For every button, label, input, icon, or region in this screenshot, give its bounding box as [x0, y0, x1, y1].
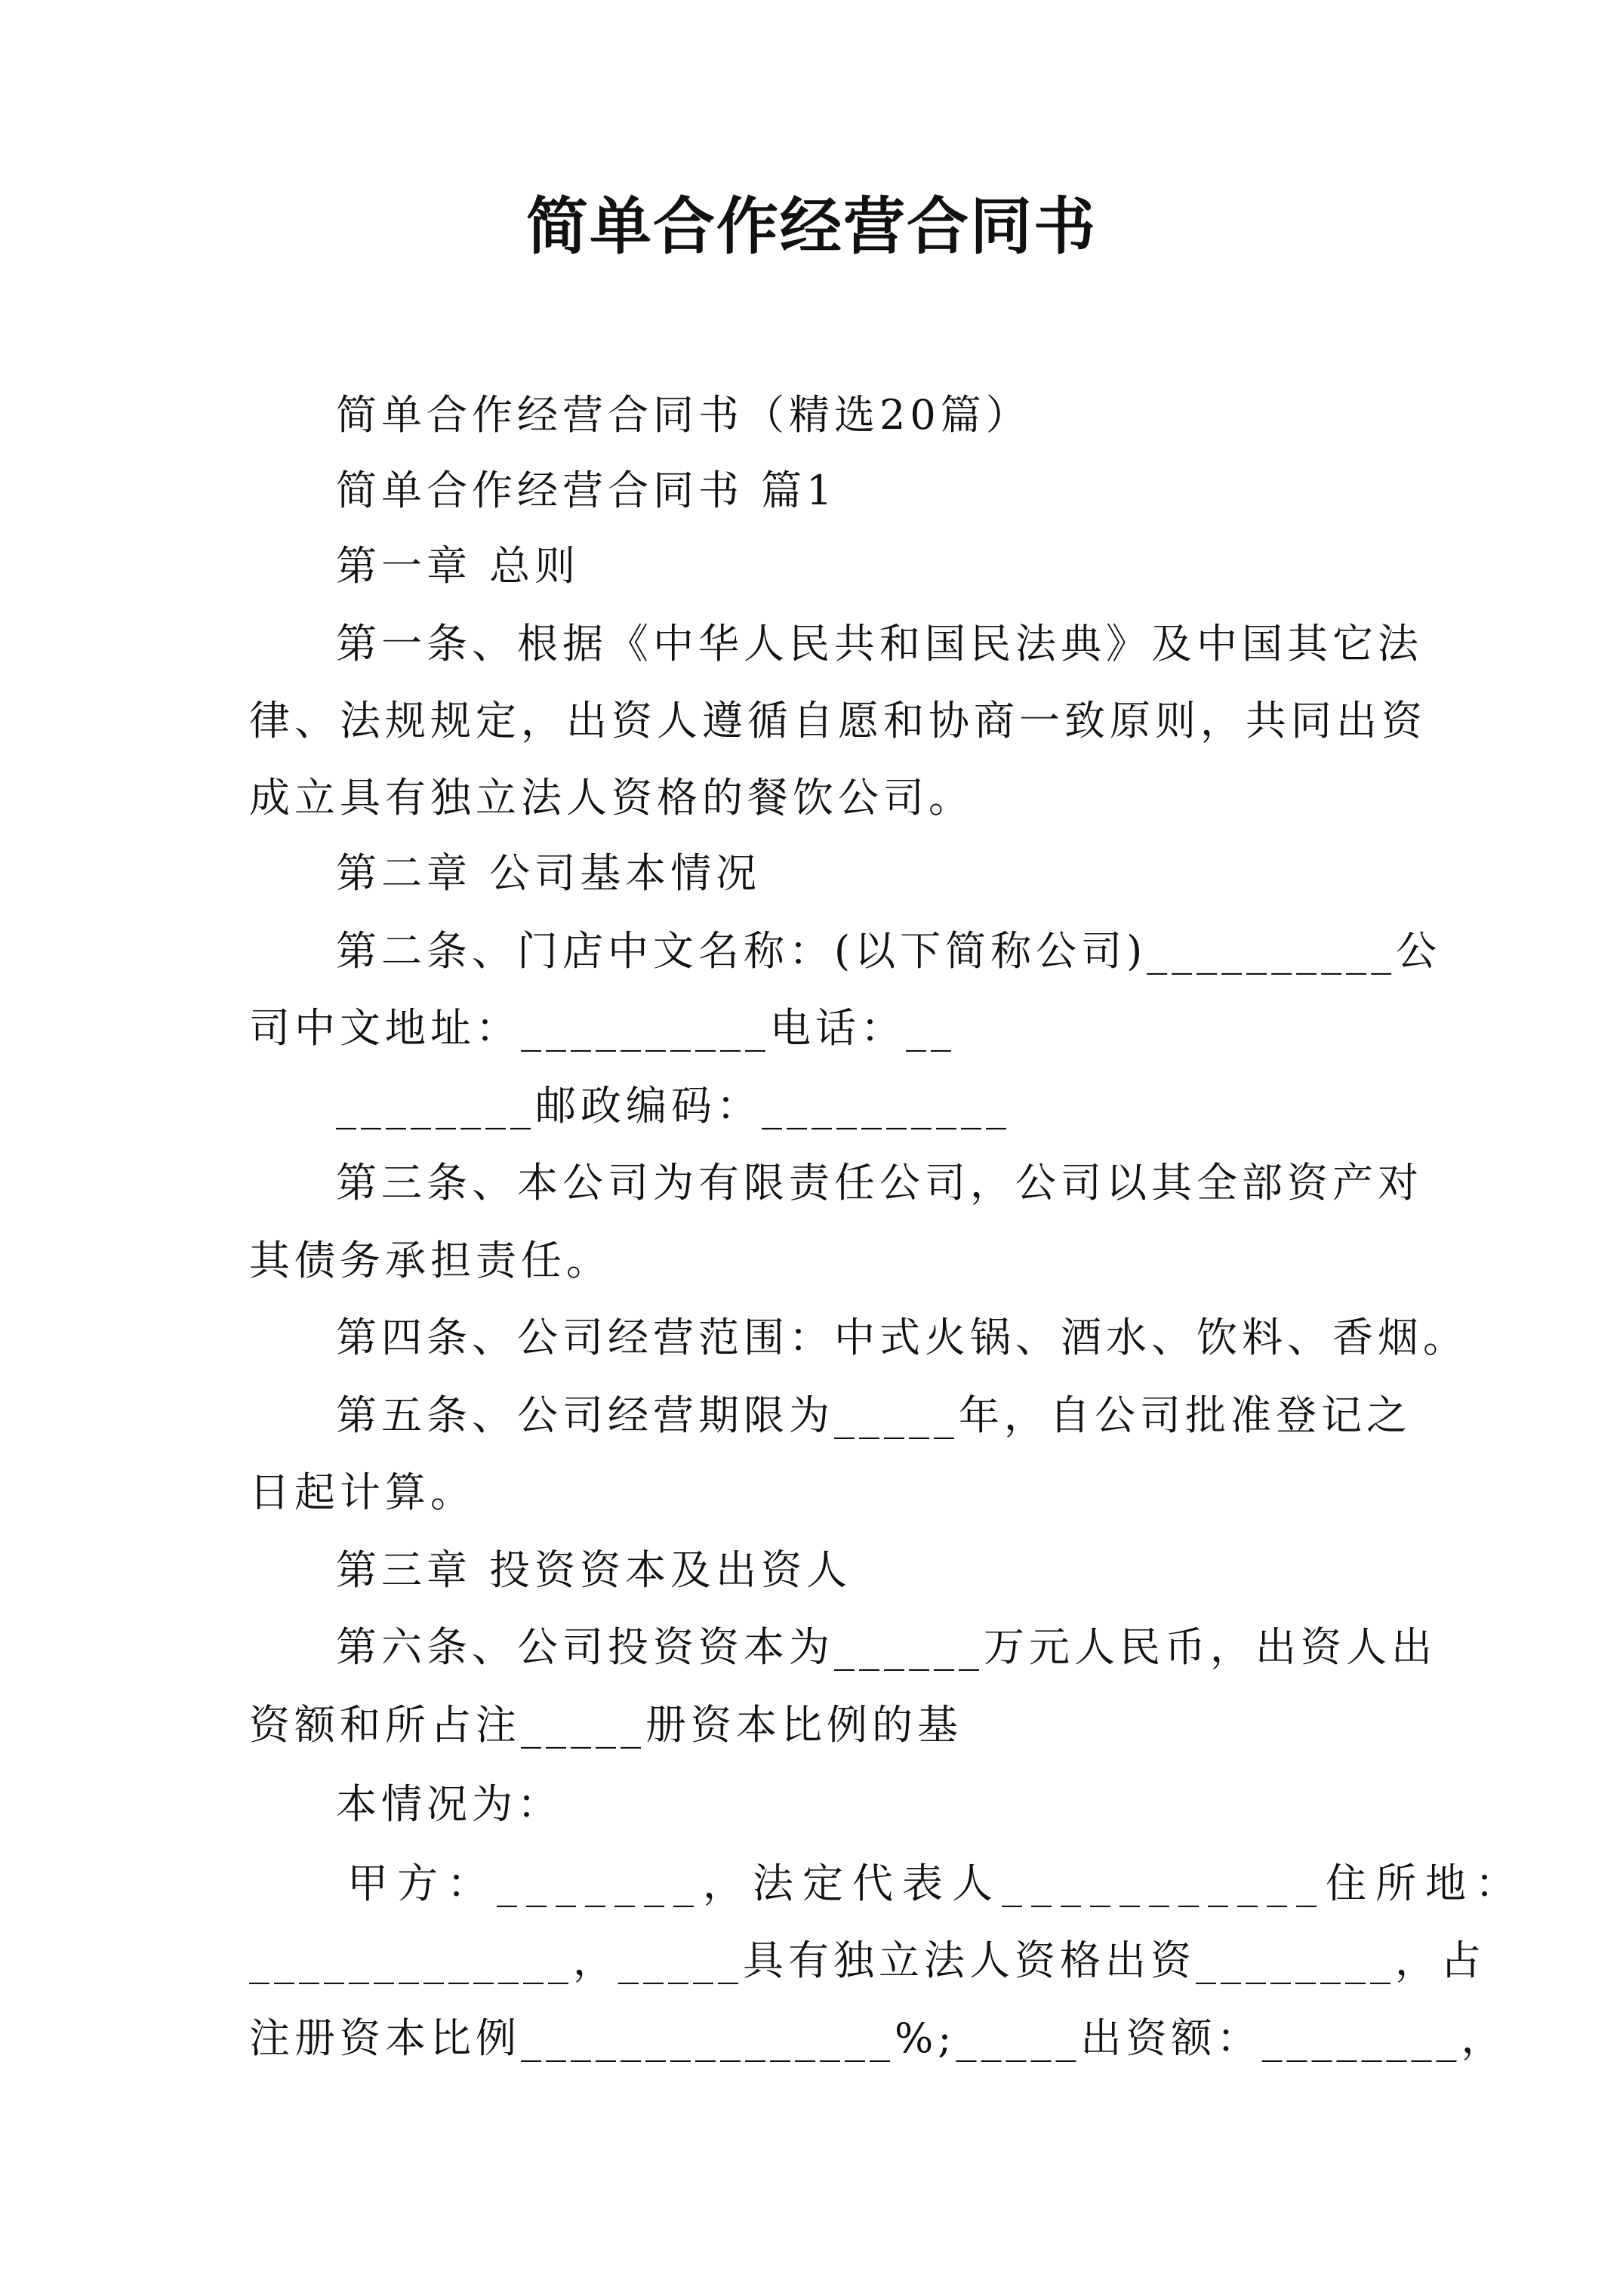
paragraph-line: 司中文地址：__________电话：__: [249, 1004, 956, 1052]
paragraph-line: 成立具有独立法人资格的餐饮公司。: [249, 774, 974, 821]
chapter-heading: 第一章 总则: [336, 542, 581, 590]
paragraph-line: ________邮政编码：__________: [336, 1082, 1011, 1130]
subtitle-line: 简单合作经营合同书（精选20篇）: [336, 391, 1031, 439]
section-heading: 简单合作经营合同书 篇1: [336, 467, 837, 514]
paragraph-line: 甲方：_______，法定代表人___________住所地：: [347, 1860, 1525, 1907]
paragraph-line: 注册资本比例_______________%;_____出资额：________，: [249, 2014, 1507, 2062]
paragraph-line: _____________，_____具有独立法人资格出资________，占: [249, 1937, 1486, 1984]
paragraph-line: 律、法规规定，出资人遵循自愿和协商一致原则，共同出资: [249, 697, 1427, 744]
paragraph-line: 其债务承担责任。: [249, 1237, 611, 1284]
paragraph-line: 第四条、公司经营范围：中式火锅、酒水、饮料、香烟。: [336, 1314, 1468, 1361]
paragraph-line: 第六条、公司投资资本为______万元人民币，出资人出: [336, 1623, 1437, 1671]
chapter-heading: 第二章 公司基本情况: [336, 849, 762, 897]
paragraph-line: 第一条、根据《中华人民共和国民法典》及中国其它法: [336, 620, 1423, 667]
paragraph-line: 第二条、门店中文名称：(以下简称公司)__________公: [336, 927, 1442, 975]
chapter-heading: 第三章 投资资本及出资人: [336, 1546, 852, 1594]
paragraph-line: 日起计算。: [249, 1469, 476, 1516]
document-title: 简单合作经营合同书: [525, 190, 1097, 263]
paragraph-line: 第三条、本公司为有限责任公司，公司以其全部资产对: [336, 1159, 1423, 1207]
paragraph-line: 本情况为：: [336, 1780, 562, 1828]
paragraph-line: 第五条、公司经营期限为_____年，自公司批准登记之: [336, 1391, 1412, 1439]
paragraph-line: 资额和所占注_____册资本比例的基: [249, 1701, 962, 1749]
